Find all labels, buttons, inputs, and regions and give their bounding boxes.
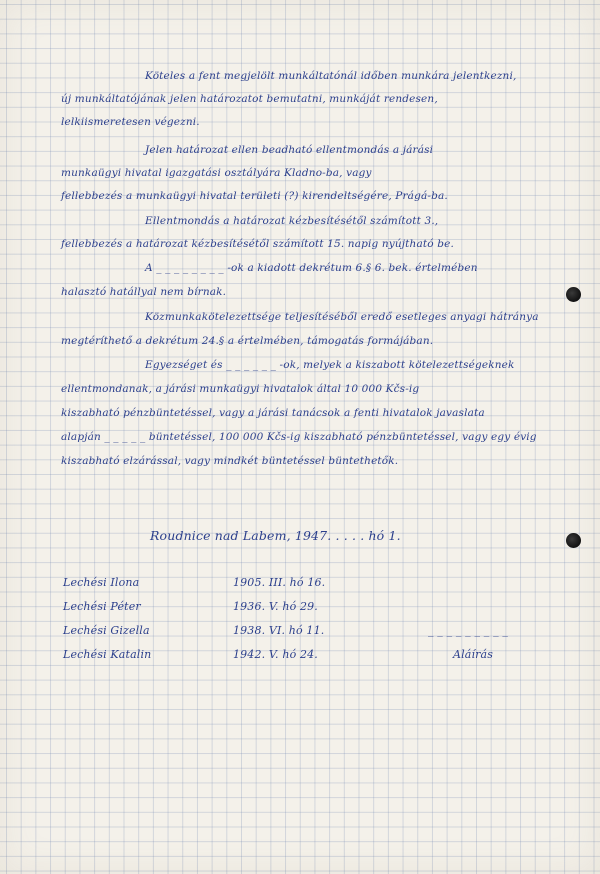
- text-line: kiszabható pénzbüntetéssel, vagy a járási tanácsok a fenti hivatalok javaslata: [61, 407, 485, 419]
- person-name: Lechési Ilona: [63, 576, 140, 589]
- person-birthdate: 1905. III. hó 16.: [233, 576, 326, 589]
- signature-line: _ _ _ _ _ _ _ _ _: [428, 624, 509, 637]
- signature-label: Aláírás: [453, 648, 494, 661]
- person-name: Lechési Katalin: [63, 648, 152, 661]
- punch-hole-bottom: [566, 533, 581, 548]
- person-birthdate: 1942. V. hó 24.: [233, 648, 318, 661]
- text-line: Közmunkakötelezettsége teljesítéséből eredő esetleges anyagi hátránya: [145, 311, 539, 323]
- text-line: kiszabható elzárással, vagy mindkét büntetéssel büntethetők.: [61, 455, 399, 467]
- text-line: lelkiismeretesen végezni.: [61, 116, 200, 128]
- text-line: Ellentmondás a határozat kézbesítésétől számított 3.,: [145, 215, 439, 227]
- text-line: Egyezséget és _ _ _ _ _ _ -ok, melyek a kiszabott kötelezettségeknek: [145, 359, 515, 371]
- punch-hole-top: [566, 287, 581, 302]
- text-line: megtéríthető a dekrétum 24.§ a értelmében, támogatás formájában.: [61, 335, 434, 347]
- text-line: halasztó hatállyal nem bírnak.: [61, 286, 227, 298]
- text-line: Köteles a fent megjelölt munkáltatónál időben munkára jelentkezni,: [145, 70, 517, 82]
- person-name: Lechési Péter: [63, 600, 141, 613]
- text-line: munkaügyi hivatal igazgatási osztályára Kladno-ba, vagy: [61, 167, 372, 179]
- place-date: Roudnice nad Labem, 1947. . . . . hó 1.: [150, 528, 401, 543]
- person-birthdate: 1936. V. hó 29.: [233, 600, 318, 613]
- text-line: ellentmondanak, a járási munkaügyi hivatalok által 10 000 Kčs-ig: [61, 383, 420, 395]
- text-line: fellebbezés a határozat kézbesítésétől számított 15. napig nyújtható be.: [61, 238, 454, 250]
- person-birthdate: 1938. VI. hó 11.: [233, 624, 325, 637]
- text-line: alapján _ _ _ _ _ büntetéssel, 100 000 Kčs-ig kiszabható pénzbüntetéssel, vagy egy évig: [61, 431, 537, 443]
- text-line: Jelen határozat ellen beadható ellentmondás a járási: [145, 144, 434, 156]
- text-line: új munkáltatójának jelen határozatot bemutatni, munkáját rendesen,: [61, 93, 438, 105]
- text-line: A _ _ _ _ _ _ _ _ -ok a kiadott dekrétum 6.§ 6. bek. értelmében: [145, 262, 478, 274]
- text-line: fellebbezés a munkaügyi hivatal területi (?) kirendeltségére, Prágá-ba.: [61, 190, 448, 202]
- person-name: Lechési Gizella: [63, 624, 150, 637]
